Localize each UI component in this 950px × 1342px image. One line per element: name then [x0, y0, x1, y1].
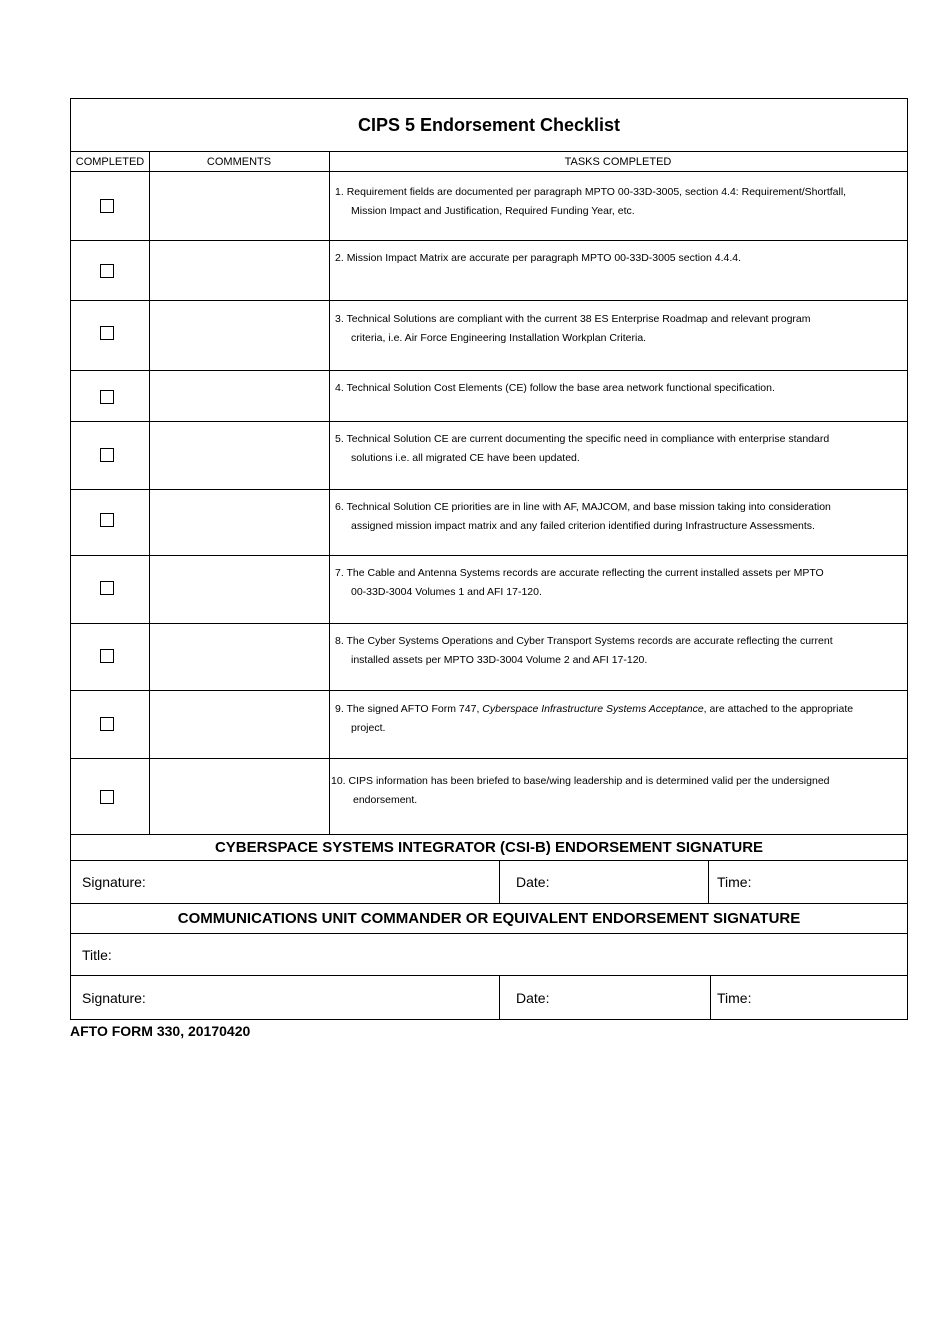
task-text-1: 1. Requirement fields are documented per paragraph MPTO 00-33D-3005, section 4.4: Requirement/Shortfall, Mission Impact and Justification, Required Funding Year, etc. — [335, 186, 847, 217]
commander-signature-label: Signature: — [82, 989, 146, 1006]
commander-endorsement-heading: COMMUNICATIONS UNIT COMMANDER OR EQUIVALENT ENDORSEMENT SIGNATURE — [71, 904, 907, 934]
completed-checkbox-9[interactable] — [100, 717, 114, 731]
csi-signature-row — [71, 861, 907, 904]
form-title: CIPS 5 Endorsement Checklist — [71, 99, 907, 152]
task-text-7: 7. The Cable and Antenna Systems records are accurate reflecting the current installed assets per MPTO 00-33D-3004 Volumes 1 and AFI 17-120. — [335, 567, 824, 598]
col-header-comments: COMMENTS — [149, 152, 329, 172]
csi-signature-label: Signature: — [82, 874, 146, 890]
completed-checkbox-10[interactable] — [100, 790, 114, 804]
commander-title-label: Title: — [82, 946, 112, 963]
comments-column[interactable] — [150, 172, 329, 835]
task-text-6: 6. Technical Solution CE priorities are in line with AF, MAJCOM, and base mission taking into consideration assigned mission impact matrix and any failed criterion identified during Infrastructure Assessments. — [335, 501, 831, 532]
task-text-2: 2. Mission Impact Matrix are accurate per paragraph MPTO 00-33D-3005 section 4.4.4. — [335, 252, 742, 264]
csi-date-label: Date: — [516, 874, 550, 890]
task-text-8: 8. The Cyber Systems Operations and Cyber Transport Systems records are accurate reflecting the current installed assets per MPTO 33D-3004 Volume 2 and AFI 17-120. — [335, 635, 833, 666]
task-text-4: 4. Technical Solution Cost Elements (CE) follow the base area network functional specification. — [335, 382, 775, 394]
completed-checkbox-7[interactable] — [100, 581, 114, 595]
column-divider — [499, 976, 500, 1019]
commander-signature-row — [71, 976, 907, 1019]
task-text-9: 9. The signed AFTO Form 747, Cyberspace Infrastructure Systems Acceptance, are attached to the appropriate project. — [335, 703, 854, 734]
task-text-3: 3. Technical Solutions are compliant with the current 38 ES Enterprise Roadmap and relevant program criteria, i.e. Air Force Engineering Installation Workplan Criteria. — [335, 313, 811, 344]
column-divider — [708, 861, 709, 904]
completed-checkbox-1[interactable] — [100, 199, 114, 213]
col-header-tasks: TASKS COMPLETED — [329, 152, 907, 172]
task-text-5: 5. Technical Solution CE are current documenting the specific need in compliance with enterprise standard solutions i.e. all migrated CE have been updated. — [335, 433, 830, 464]
completed-checkbox-2[interactable] — [100, 264, 114, 278]
commander-time-label: Time: — [717, 989, 752, 1006]
column-divider — [499, 861, 500, 904]
commander-date-label: Date: — [516, 989, 550, 1006]
completed-checkbox-4[interactable] — [100, 390, 114, 404]
endorsement-checklist-form — [70, 98, 908, 1020]
csi-time-label: Time: — [717, 874, 752, 890]
commander-title-row — [71, 934, 907, 976]
completed-checkbox-5[interactable] — [100, 448, 114, 462]
column-divider — [710, 976, 711, 1019]
col-header-completed: COMPLETED — [71, 152, 149, 172]
csi-endorsement-heading: CYBERSPACE SYSTEMS INTEGRATOR (CSI-B) ENDORSEMENT SIGNATURE — [71, 835, 907, 861]
completed-checkbox-3[interactable] — [100, 326, 114, 340]
completed-checkbox-6[interactable] — [100, 513, 114, 527]
task-text-10: 10. CIPS information has been briefed to base/wing leadership and is determined valid per the undersigned endorsement. — [331, 775, 830, 806]
form-identifier: AFTO FORM 330, 20170420 — [70, 1023, 251, 1039]
completed-checkbox-8[interactable] — [100, 649, 114, 663]
